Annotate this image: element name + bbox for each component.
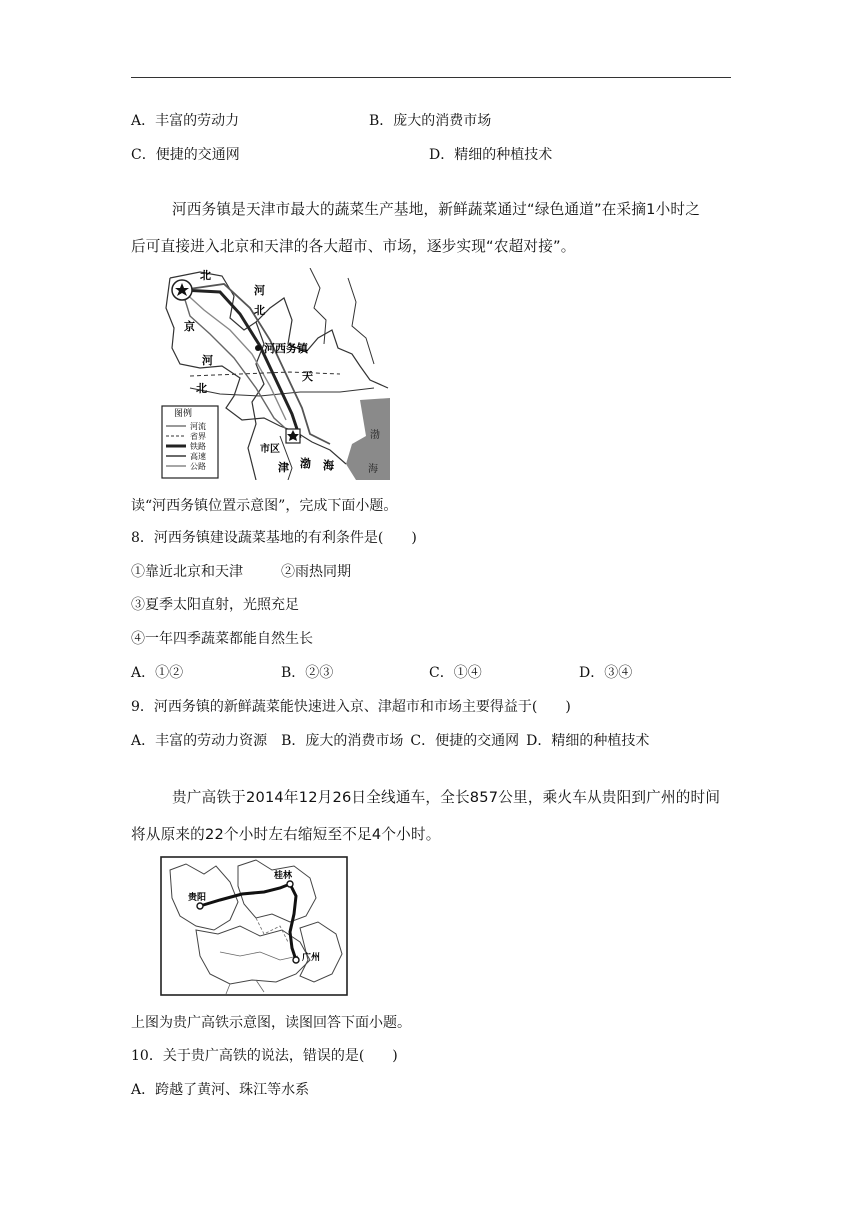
q10-stem: 10．关于贵广高铁的说法，错误的是( ) [131, 1048, 398, 1064]
label-guangzhou: 广州 [302, 953, 321, 963]
passage1-line2: 后可直接进入北京和天津的各大超市、市场，逐步实现“农超对接”。 [131, 238, 576, 255]
q7-option-b[interactable]: B．庞大的消费市场 [369, 113, 492, 129]
label-jin: 津 [278, 461, 289, 474]
q7-option-a[interactable]: A．丰富的劳动力 [131, 113, 240, 129]
q8-stem: 8．河西务镇建设蔬菜基地的有利条件是( ) [131, 530, 417, 546]
passage1-line1: 河西务镇是天津市最大的蔬菜生产基地，新鲜蔬菜通过“绿色通道”在采摘1小时之 [172, 201, 700, 218]
q8-statement-4: ④一年四季蔬菜都能自然生长 [131, 631, 313, 647]
legend-title: 图例 [174, 409, 193, 419]
label-hai-right: 海 [368, 464, 378, 475]
q8-statement-3: ③夏季太阳直射，光照充足 [131, 597, 299, 613]
hexiwu-dot [255, 345, 261, 351]
passage2-line1: 贵广高铁于2014年12月26日全线通车，全长857公里，乘火车从贵阳到广州的时间 [172, 789, 721, 806]
label-bei-top: 北 [254, 304, 265, 317]
legend-border: 省界 [190, 432, 206, 441]
q7-option-d[interactable]: D．精细的种植技术 [429, 147, 553, 163]
legend-road: 公路 [190, 462, 206, 471]
label-bo: 渤 [300, 457, 311, 470]
label-tian: 天 [302, 370, 313, 383]
map-legend [162, 406, 218, 478]
label-bo-right: 渤 [370, 430, 380, 441]
q9-options[interactable]: A．丰富的劳动力资源 B．庞大的消费市场 C．便捷的交通网 D．精细的种植技术 [131, 733, 650, 749]
guiguang-railway-map [160, 856, 348, 996]
passage2-line2: 将从原来的22个小时左右缩短至不足4个小时。 [131, 826, 441, 843]
legend-river: 河流 [190, 422, 206, 431]
label-bei: 北 [200, 269, 211, 282]
q10-option-a[interactable]: A．跨越了黄河、珠江等水系 [131, 1082, 310, 1098]
guilin-dot [287, 881, 293, 887]
label-jing: 京 [184, 320, 195, 333]
q8-option-b[interactable]: B．②③ [281, 665, 334, 681]
map2-caption: 上图为贵广高铁示意图，读图回答下面小题。 [131, 1015, 411, 1031]
label-guiyang: 贵阳 [188, 893, 207, 903]
q9-stem: 9．河西务镇的新鲜蔬菜能快速进入京、津超市和市场主要得益于( ) [131, 699, 571, 715]
label-hai: 海 [323, 459, 334, 472]
label-town: 河西务镇 [264, 342, 308, 355]
guangzhou-dot [293, 957, 299, 963]
q8-option-c[interactable]: C．①④ [429, 665, 482, 681]
label-guilin: 桂林 [274, 871, 293, 881]
legend-expressway: 高速 [190, 452, 206, 461]
guiyang-dot [197, 903, 203, 909]
q8-option-d[interactable]: D．③④ [579, 665, 633, 681]
label-he-left: 河 [202, 354, 213, 367]
label-shiqu: 市区 [260, 444, 280, 455]
map1-caption: 读“河西务镇位置示意图”，完成下面小题。 [131, 498, 398, 514]
q8-statement-2: ②雨热同期 [281, 564, 351, 580]
q8-statement-1: ①靠近北京和天津 [131, 564, 243, 580]
hexiwu-location-map [160, 268, 390, 480]
label-bei-left: 北 [196, 382, 207, 395]
legend-railway: 铁路 [190, 442, 206, 451]
q7-option-c[interactable]: C．便捷的交通网 [131, 147, 240, 163]
q8-option-a[interactable]: A．①② [131, 665, 184, 681]
header-rule [131, 77, 731, 78]
label-he-top: 河 [254, 284, 265, 297]
